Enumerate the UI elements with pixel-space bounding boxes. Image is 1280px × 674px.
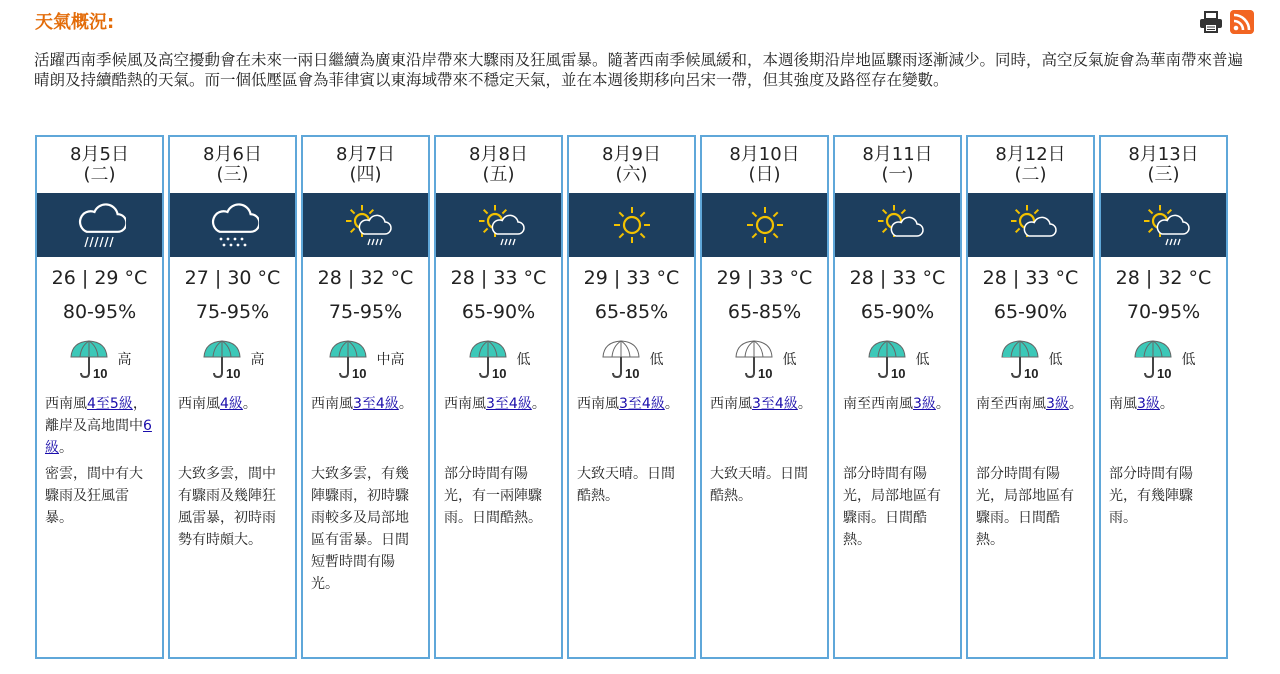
svg-text:10: 10 (1023, 366, 1038, 381)
weekday-label: (二) (83, 164, 116, 185)
weekday-label: (一) (881, 164, 914, 185)
svg-text:10: 10 (225, 366, 240, 381)
wind-text: 南至西南風 (843, 396, 913, 412)
date-label: 8月7日 (336, 144, 395, 165)
weather-description: 大致天晴。日間酷熱。 (577, 466, 675, 504)
weather-description: 部分時間有陽光，有幾陣驟雨。 (1109, 466, 1193, 526)
forecast-day (168, 135, 297, 659)
umbrella-icon (201, 337, 247, 381)
rain-probability-level: 高 (117, 352, 132, 368)
forecast-day (434, 135, 563, 659)
wind-text: 。 (242, 396, 257, 412)
umbrella-icon (68, 337, 114, 381)
temperature-range: 29 | 33 °C (583, 267, 680, 289)
rain-probability (37, 337, 162, 381)
rain-probability (702, 337, 827, 381)
wind-text: 。 (1068, 396, 1083, 412)
forecast-date (835, 137, 960, 193)
wind-force-link[interactable]: 3級 (1046, 396, 1069, 412)
sun-cloud-rain-icon (473, 199, 525, 251)
weekday-label: (四) (349, 164, 382, 185)
wind-forecast (702, 393, 827, 463)
weather-icon-band (702, 193, 827, 257)
wind-text: 西南風 (311, 396, 353, 412)
wind-force-link[interactable]: 3級 (1137, 396, 1160, 412)
wind-text: 西南風 (444, 396, 486, 412)
wind-text: 南至西南風 (976, 396, 1046, 412)
temperature-range: 28 | 32 °C (317, 267, 414, 289)
umbrella-icon (327, 337, 373, 381)
temperature-range: 26 | 29 °C (51, 267, 148, 289)
printer-icon[interactable] (1198, 10, 1224, 34)
forecast-date (1101, 137, 1226, 193)
rain-probability-level: 低 (516, 352, 531, 368)
date-label: 8月8日 (469, 144, 528, 165)
humidity-range: 65-90% (461, 301, 536, 323)
humidity-range: 65-85% (594, 301, 669, 323)
date-label: 8月10日 (729, 144, 800, 165)
rain-probability-level: 低 (782, 352, 797, 368)
svg-text:10: 10 (92, 366, 107, 381)
rain-probability (1101, 337, 1226, 381)
wind-force-link[interactable]: 3至4級 (486, 396, 532, 412)
wind-text: 西南風 (178, 396, 220, 412)
wind-force-link[interactable]: 4至5級 (87, 396, 133, 412)
forecast-date (170, 137, 295, 193)
forecast-date (436, 137, 561, 193)
weekday-label: (三) (1147, 164, 1180, 185)
weather-description: 大致多雲，間中有驟雨及幾陣狂風雷暴，初時雨勢有時頗大。 (178, 466, 276, 548)
date-label: 8月13日 (1128, 144, 1199, 165)
forecast-date (968, 137, 1093, 193)
forecast-date (569, 137, 694, 193)
rain-probability-level: 低 (1181, 352, 1196, 368)
date-label: 8月6日 (203, 144, 262, 165)
wind-force-link[interactable]: 4級 (220, 396, 243, 412)
temperature-range: 27 | 30 °C (184, 267, 281, 289)
rss-icon[interactable] (1230, 10, 1254, 34)
wind-forecast (303, 393, 428, 463)
svg-text:10: 10 (1156, 366, 1171, 381)
sun-cloud-icon (872, 199, 924, 251)
sun-cloud-icon (1005, 199, 1057, 251)
humidity-range: 75-95% (328, 301, 403, 323)
wind-forecast (835, 393, 960, 463)
weekday-label: (五) (482, 164, 515, 185)
umbrella-icon (467, 337, 513, 381)
weather-description: 部分時間有陽光，局部地區有驟雨。日間酷熱。 (843, 466, 941, 548)
sun-cloud-rain-icon (1138, 199, 1190, 251)
wind-text: 西南風 (45, 396, 87, 412)
weather-description: 大致多雲，有幾陣驟雨，初時驟雨較多及局部地區有雷暴。日間短暫時間有陽光。 (311, 466, 409, 592)
wind-force-link[interactable]: 3至4級 (619, 396, 665, 412)
forecast-date (303, 137, 428, 193)
umbrella-icon (733, 337, 779, 381)
wind-forecast (968, 393, 1093, 463)
weather-description: 部分時間有陽光，有一兩陣驟雨。日間酷熱。 (444, 466, 542, 526)
weather-icon-band (303, 193, 428, 257)
wind-text: 。 (59, 440, 73, 456)
rain-probability (303, 337, 428, 381)
sunny-icon (739, 199, 791, 251)
sun-cloud-rain-icon (340, 199, 392, 251)
umbrella-icon (1132, 337, 1178, 381)
umbrella-icon (999, 337, 1045, 381)
temperature-range: 28 | 33 °C (849, 267, 946, 289)
humidity-range: 80-95% (62, 301, 137, 323)
umbrella-icon (866, 337, 912, 381)
humidity-range: 70-95% (1126, 301, 1201, 323)
temperature-range: 29 | 33 °C (716, 267, 813, 289)
rain-probability-level: 高 (250, 352, 265, 368)
temperature-range: 28 | 32 °C (1115, 267, 1212, 289)
rain-probability-level: 低 (649, 352, 664, 368)
wind-text: 。 (531, 396, 546, 412)
date-label: 8月9日 (602, 144, 661, 165)
page-title: 天氣概況: (35, 12, 115, 33)
svg-text:10: 10 (491, 366, 506, 381)
weather-icon-band (37, 193, 162, 257)
rain-probability-level: 中高 (376, 352, 405, 368)
temperature-range: 28 | 33 °C (982, 267, 1079, 289)
forecast-day (35, 135, 164, 659)
toolbar (1198, 10, 1254, 34)
rain-probability-level: 低 (1048, 352, 1063, 368)
weekday-label: (二) (1014, 164, 1047, 185)
forecast-grid (35, 135, 1228, 659)
rain-probability (170, 337, 295, 381)
weekday-label: (日) (748, 164, 781, 185)
forecast-day (966, 135, 1095, 659)
sunny-icon (606, 199, 658, 251)
weather-description: 大致天晴。日間酷熱。 (710, 466, 808, 504)
wind-forecast (436, 393, 561, 463)
wind-force-link[interactable]: 6級 (45, 418, 152, 456)
wind-text: 。 (797, 396, 812, 412)
rain-probability-level: 低 (915, 352, 930, 368)
humidity-range: 75-95% (195, 301, 270, 323)
wind-force-link[interactable]: 3級 (913, 396, 936, 412)
wind-text: 。 (1159, 396, 1174, 412)
svg-text:10: 10 (890, 366, 905, 381)
rain-probability (436, 337, 561, 381)
forecast-day (567, 135, 696, 659)
wind-text: 。 (664, 396, 679, 412)
wind-forecast (37, 393, 162, 463)
forecast-day (301, 135, 430, 659)
forecast-day (700, 135, 829, 659)
forecast-summary: 活躍西南季候風及高空擾動會在未來一兩日繼續為廣東沿岸帶來大驟雨及狂風雷暴。隨著西南季候風緩和，本週後期沿岸地區驟雨逐漸減少。同時，高空反氣旋會為華南帶來普遍晴朗及持續酷熱的天氣。而一個低壓區會為菲律賓以東海域帶來不穩定天氣，並在本週後期移向呂宋一帶，但其強度及路徑存在變數。 (34, 51, 1244, 89)
svg-text:10: 10 (757, 366, 772, 381)
umbrella-icon (600, 337, 646, 381)
forecast-day (1099, 135, 1228, 659)
weather-icon-band (569, 193, 694, 257)
wind-text: 。 (398, 396, 413, 412)
heavy-rain-icon (74, 199, 126, 251)
temperature-range: 28 | 33 °C (450, 267, 547, 289)
forecast-day (833, 135, 962, 659)
wind-text: 南風 (1109, 396, 1137, 412)
svg-text:10: 10 (351, 366, 366, 381)
forecast-date (702, 137, 827, 193)
date-label: 8月11日 (862, 144, 933, 165)
rain-probability (569, 337, 694, 381)
wind-text: 。 (935, 396, 950, 412)
weather-icon-band (835, 193, 960, 257)
humidity-range: 65-90% (860, 301, 935, 323)
wind-force-link[interactable]: 3至4級 (353, 396, 399, 412)
wind-force-link[interactable]: 3至4級 (752, 396, 798, 412)
wind-forecast (569, 393, 694, 463)
wind-text: 西南風 (577, 396, 619, 412)
weekday-label: (三) (216, 164, 249, 185)
weekday-label: (六) (615, 164, 648, 185)
svg-text:10: 10 (624, 366, 639, 381)
date-label: 8月12日 (995, 144, 1066, 165)
weather-icon-band (968, 193, 1093, 257)
weather-description: 部分時間有陽光，局部地區有驟雨。日間酷熱。 (976, 466, 1074, 548)
weather-description: 密雲，間中有大驟雨及狂風雷暴。 (45, 466, 143, 526)
wind-forecast (1101, 393, 1226, 463)
humidity-range: 65-85% (727, 301, 802, 323)
weather-icon-band (1101, 193, 1226, 257)
weather-icon-band (436, 193, 561, 257)
forecast-date (37, 137, 162, 193)
weather-icon-band (170, 193, 295, 257)
humidity-range: 65-90% (993, 301, 1068, 323)
wind-text: 西南風 (710, 396, 752, 412)
wind-text: ，離岸及高地間中 (45, 396, 147, 434)
rain-icon (207, 199, 259, 251)
rain-probability (968, 337, 1093, 381)
date-label: 8月5日 (70, 144, 129, 165)
wind-forecast (170, 393, 295, 463)
rain-probability (835, 337, 960, 381)
